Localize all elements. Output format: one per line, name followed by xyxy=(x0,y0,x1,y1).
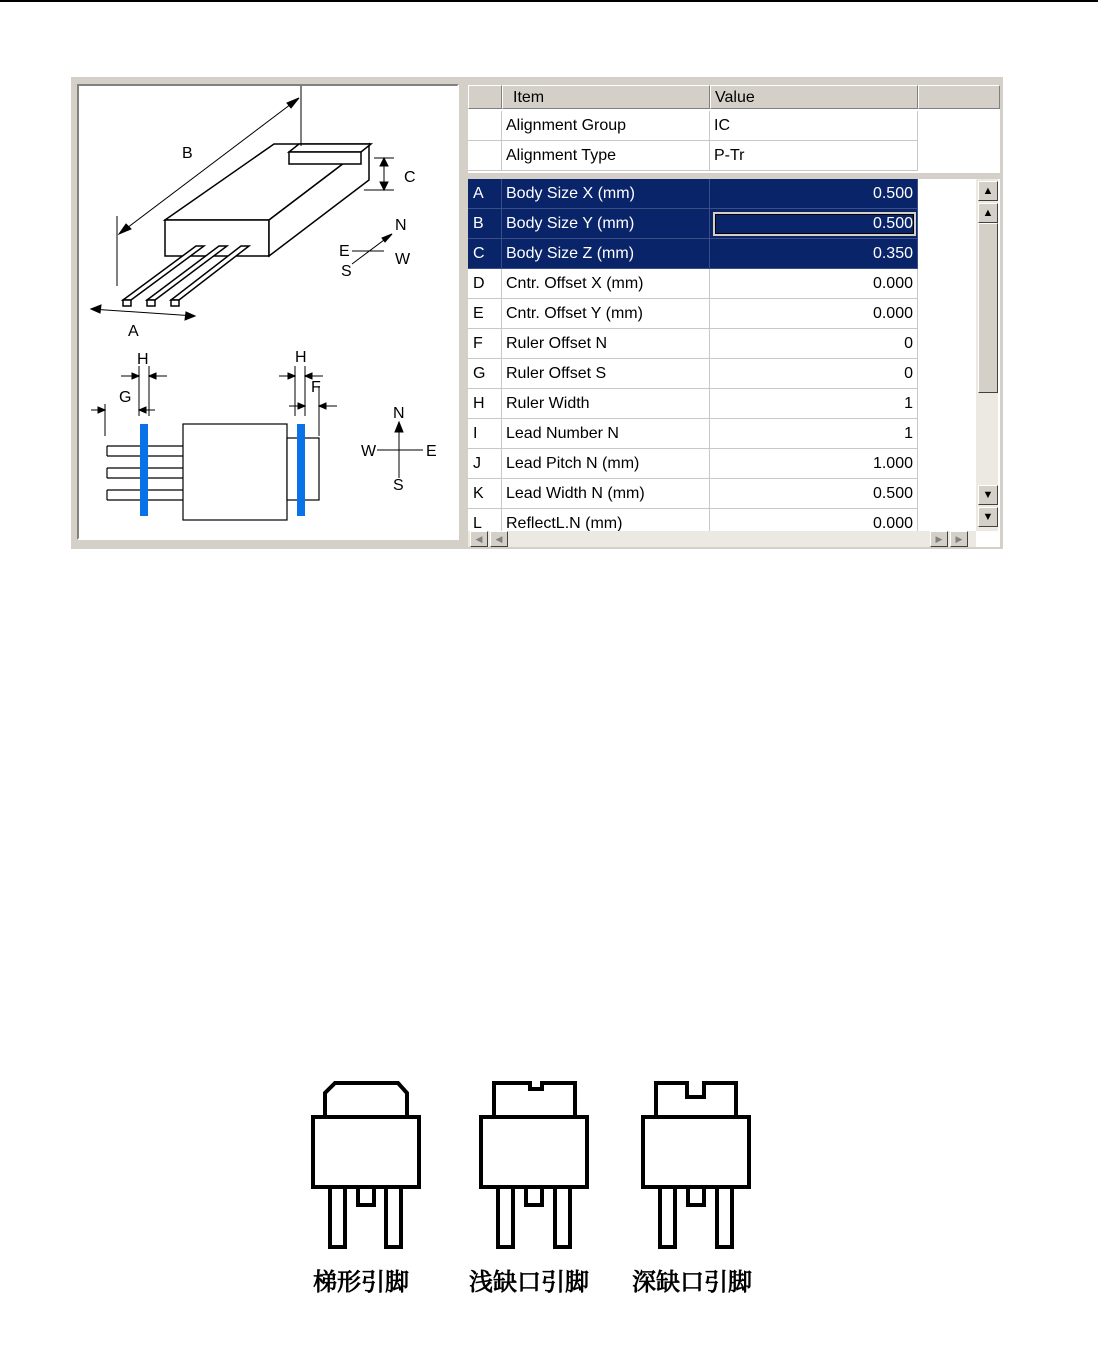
table-row[interactable]: K Lead Width N (mm) 0.500 xyxy=(468,479,972,509)
component-settings-window xyxy=(71,77,1003,549)
scroll-top-button[interactable]: ▲ xyxy=(978,181,998,201)
table-row[interactable]: G Ruler Offset S 0 xyxy=(468,359,972,389)
header-value[interactable]: Value xyxy=(710,85,918,109)
svg-text:S: S xyxy=(341,263,352,280)
dimension-a xyxy=(91,305,195,340)
ruler-n-bar xyxy=(297,424,305,516)
table-row[interactable]: E Cntr. Offset Y (mm) 0.000 xyxy=(468,299,972,329)
info-row[interactable] xyxy=(468,111,1000,141)
scroll-right-button[interactable]: ▶ xyxy=(930,531,948,547)
compass-3d xyxy=(339,217,411,280)
page-top-rule xyxy=(0,0,1098,2)
svg-text:S: S xyxy=(393,477,404,494)
svg-text:W: W xyxy=(395,251,411,268)
table-row[interactable]: L ReflectL.N (mm) 0.000 xyxy=(468,509,972,531)
svg-text:H: H xyxy=(295,349,307,366)
shallow-notch-lead-caption: 浅缺口引脚 xyxy=(469,1268,589,1296)
header-item[interactable]: Item xyxy=(502,85,710,109)
table-row[interactable]: A Body Size X (mm) 0.500 xyxy=(468,179,972,209)
lead-types-figure xyxy=(300,1075,770,1255)
focus-rectangle xyxy=(713,212,916,236)
table-row[interactable]: I Lead Number N 1 xyxy=(468,419,972,449)
label-a: A xyxy=(128,323,139,340)
trapezoid-lead-drawing xyxy=(313,1083,419,1247)
table-row[interactable]: F Ruler Offset N 0 xyxy=(468,329,972,359)
label-c: C xyxy=(404,169,416,186)
package-top-view xyxy=(107,424,319,520)
svg-text:F: F xyxy=(311,379,321,396)
vertical-scrollbar[interactable] xyxy=(976,179,998,531)
package-diagram-panel xyxy=(77,84,459,540)
shallow-notch-lead-drawing xyxy=(481,1083,587,1247)
scroll-thumb[interactable] xyxy=(978,223,998,393)
info-row-value[interactable]: IC xyxy=(710,111,918,141)
info-row-item: Alignment Type xyxy=(502,141,710,171)
header-id-cell xyxy=(468,85,502,109)
table-row[interactable]: J Lead Pitch N (mm) 1.000 xyxy=(468,449,972,479)
info-row-item: Alignment Group xyxy=(502,111,710,141)
scroll-down-button[interactable]: ▼ xyxy=(978,485,998,505)
table-row[interactable]: D Cntr. Offset X (mm) 0.000 xyxy=(468,269,972,299)
package-3d-body xyxy=(123,144,371,306)
svg-text:W: W xyxy=(361,443,377,460)
horizontal-scrollbar[interactable] xyxy=(468,531,976,547)
dimensions-hg-left xyxy=(91,351,167,436)
svg-text:G: G xyxy=(119,389,132,406)
table-row[interactable]: H Ruler Width 1 xyxy=(468,389,972,419)
deep-notch-lead-caption: 深缺口引脚 xyxy=(632,1268,752,1296)
scroll-last-button[interactable]: ▶ xyxy=(950,531,968,547)
scroll-first-button[interactable]: ◀ xyxy=(470,531,488,547)
property-grid xyxy=(468,85,1000,547)
dimension-c xyxy=(364,158,416,190)
scroll-bottom-button[interactable]: ▼ xyxy=(978,507,998,527)
svg-text:H: H xyxy=(137,351,149,368)
trapezoid-lead-caption: 梯形引脚 xyxy=(313,1268,409,1296)
parameter-rows xyxy=(468,179,972,531)
header-filler xyxy=(918,85,1000,109)
svg-text:N: N xyxy=(393,405,405,422)
info-row-value[interactable]: P-Tr xyxy=(710,141,918,171)
svg-text:N: N xyxy=(395,217,407,234)
deep-notch-lead-drawing xyxy=(643,1083,749,1247)
package-diagram xyxy=(79,86,457,538)
focused-value-cell[interactable]: 0.500 xyxy=(710,209,918,239)
svg-text:E: E xyxy=(339,243,350,260)
scroll-up-button[interactable]: ▲ xyxy=(978,203,998,223)
table-row[interactable]: C Body Size Z (mm) 0.350 xyxy=(468,239,972,269)
compass-2d xyxy=(361,405,437,494)
dimensions-hf-right xyxy=(279,349,337,436)
info-row[interactable] xyxy=(468,141,1000,171)
svg-text:E: E xyxy=(426,443,437,460)
ruler-s-bar xyxy=(140,424,148,516)
table-row[interactable]: B Body Size Y (mm) 0.500 xyxy=(468,209,972,239)
scroll-left-button[interactable]: ◀ xyxy=(490,531,508,547)
label-b: B xyxy=(182,145,193,162)
